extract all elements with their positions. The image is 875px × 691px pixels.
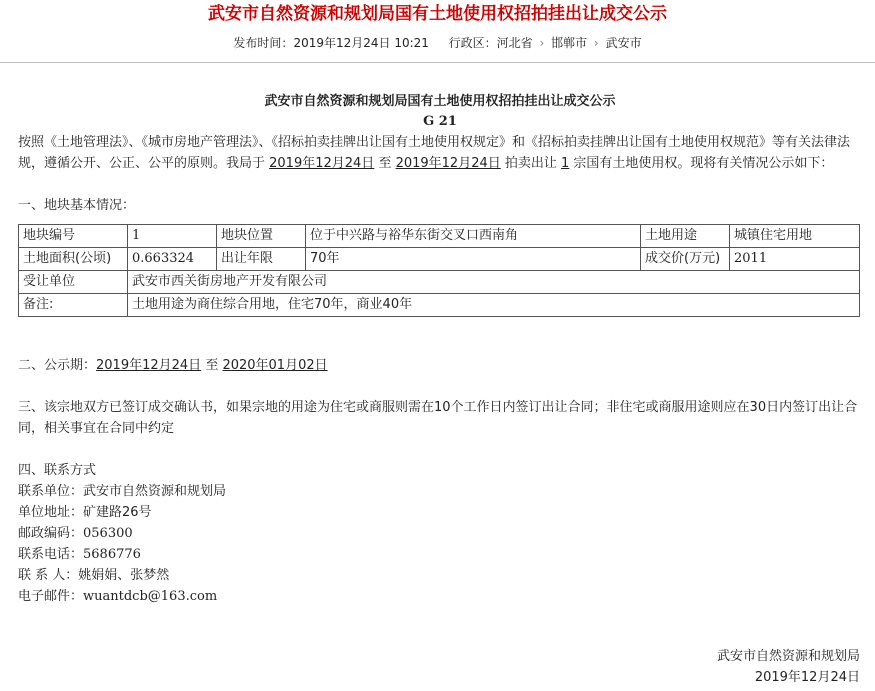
intro-text-3: 宗国有土地使用权。现将有关情况公示如下：: [569, 156, 834, 171]
contact-email: [18, 586, 862, 607]
assignee-value: 武安市西关街房地产开发有限公司: [128, 271, 860, 294]
section2-end-date: 2020年01月02日: [222, 358, 328, 373]
contact-phone-label: 联系电话：: [18, 547, 84, 562]
table-row: [19, 248, 860, 271]
contact-postcode-value: 056300: [83, 526, 133, 541]
table-row: [19, 294, 860, 317]
contact-address-label: 单位地址：: [18, 505, 84, 520]
usage-value: 城镇住宅用地: [730, 225, 860, 248]
remark-label: 备注:: [19, 294, 128, 317]
document-title: 武安市自然资源和规划局国有土地使用权招拍挂出让成交公示: [264, 94, 616, 109]
document-number: G 21: [423, 114, 457, 129]
chevron-right-icon: ›: [539, 36, 545, 50]
contact-unit-value: 武安市自然资源和规划局: [83, 484, 227, 499]
assignee-label: 受让单位: [19, 271, 128, 294]
contact-unit-label: 联系单位：: [18, 484, 84, 499]
section2-start-date: 2019年12月24日: [96, 358, 202, 373]
region-city[interactable]: 邯郸市: [551, 36, 588, 50]
intro-text-2: 拍卖出让: [500, 156, 562, 171]
price-label: 成交价(万元): [641, 248, 730, 271]
contact-phone: [18, 544, 862, 565]
section1-heading: 一、地块基本情况：: [18, 198, 136, 213]
contact-person-label: 联 系 人：: [18, 568, 79, 583]
section4-heading: 四、联系方式: [18, 463, 97, 478]
signature-date: 2019年12月24日: [754, 670, 860, 685]
contact-person: [18, 565, 862, 586]
region-label: 行政区：: [448, 36, 497, 50]
usage-label: 土地用途: [641, 225, 730, 248]
contact-address-value: 矿建路26号: [83, 505, 152, 520]
section2-label: 二、公示期：: [18, 358, 97, 373]
location-label: 地块位置: [217, 225, 306, 248]
contact-postcode: [18, 523, 862, 544]
region-county[interactable]: 武安市: [605, 36, 642, 50]
area-label: 土地面积(公顷): [19, 248, 128, 271]
term-label: 出让年限: [217, 248, 306, 271]
table-row: [19, 225, 860, 248]
area-value: 0.663324: [128, 248, 217, 271]
contact-address: [18, 502, 862, 523]
contact-unit: [18, 481, 862, 502]
intro-paragraph: [18, 132, 862, 174]
contact-email-label: 电子邮件：: [18, 589, 84, 604]
term-value: 70年: [306, 248, 641, 271]
section2-to: 至: [201, 358, 223, 373]
section3-paragraph: 三、该宗地双方已签订成交确认书，如果宗地的用途为住宅或商服则需在10个工作日内签订出让合同；非住宅或商服用途则应在30日内签订出让合同，相关事宜在合同中约定: [18, 400, 858, 436]
contact-phone-value: 5686776: [83, 547, 141, 562]
table-row: [19, 271, 860, 294]
location-value: 位于中兴路与裕华东街交叉口西南角: [306, 225, 641, 248]
intro-date-end: 2019年12月24日: [395, 156, 501, 171]
chevron-right-icon: ›: [593, 36, 599, 50]
intro-date-start: 2019年12月24日: [269, 156, 375, 171]
contact-person-value: 姚娟娟、张梦然: [78, 568, 170, 583]
header-divider: [0, 62, 875, 63]
intro-count: 1: [561, 156, 570, 171]
region-province[interactable]: 河北省: [496, 36, 533, 50]
page-title: 武安市自然资源和规划局国有土地使用权招拍挂出让成交公示: [208, 4, 667, 24]
land-info-table: [18, 224, 860, 317]
publish-label: 发布时间：: [233, 36, 294, 50]
remark-value: 土地用途为商住综合用地，住宅70年，商业40年: [128, 294, 860, 317]
intro-to: 至: [374, 156, 396, 171]
section2-publicity-period: [18, 355, 862, 376]
document-body: [18, 92, 862, 607]
parcel-no-value: 1: [128, 225, 217, 248]
publish-meta: [0, 34, 875, 52]
publish-time: 2019年12月24日 10:21: [293, 36, 429, 50]
parcel-no-label: 地块编号: [19, 225, 128, 248]
contact-email-value: wuantdcb@163.com: [83, 589, 218, 604]
contact-postcode-label: 邮政编码：: [18, 526, 84, 541]
price-value: 2011: [730, 248, 860, 271]
intro-text-1: 按照《土地管理法》、《城市房地产管理法》、《招标拍卖挂牌出让国有土地使用权规定》和《招标拍卖挂牌出让国有土地使用权规范》等有关法律法规，遵循公开、公正、公平的原则。我局于: [18, 135, 851, 171]
signature-org: 武安市自然资源和规划局: [716, 649, 860, 664]
